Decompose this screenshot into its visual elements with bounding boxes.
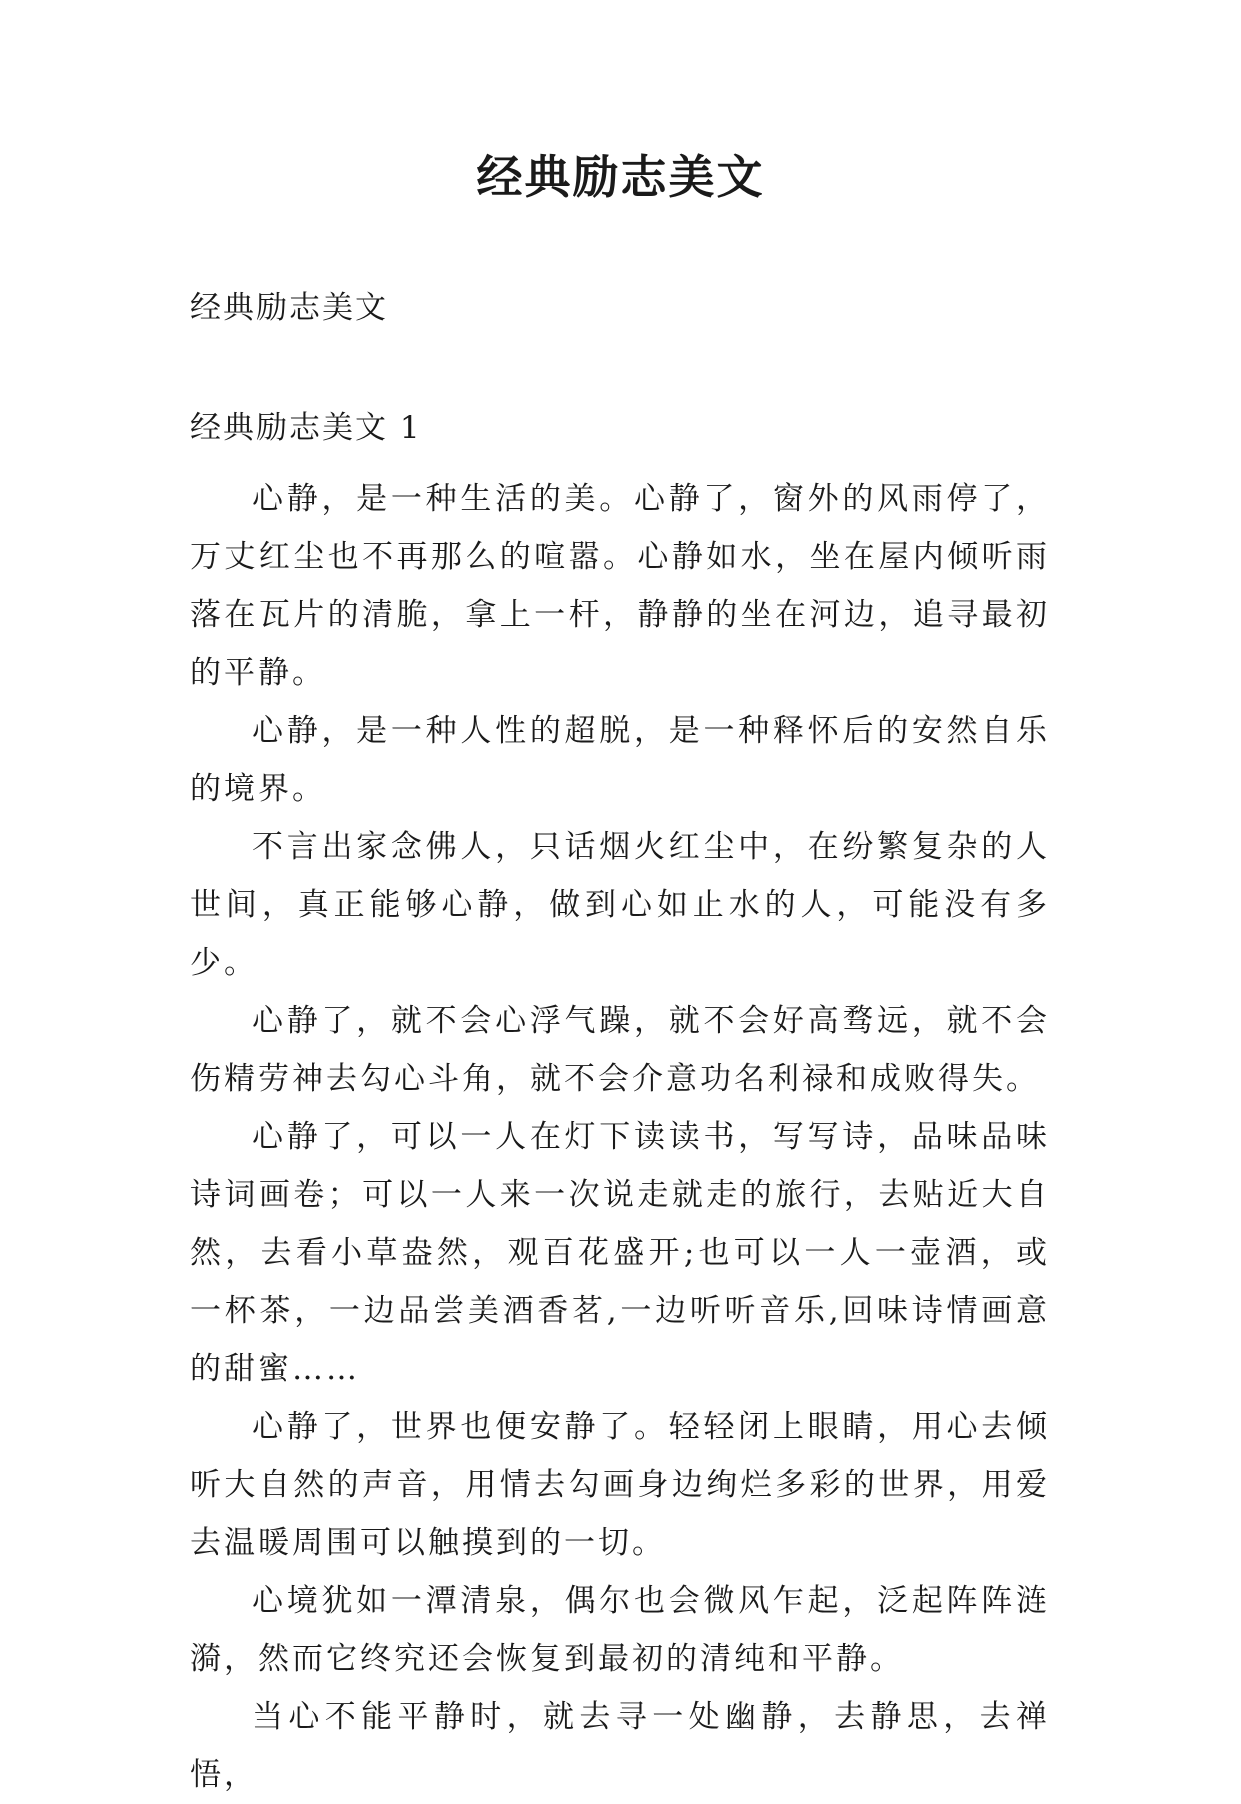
paragraph: 心静，是一种人性的超脱，是一种释怀后的安然自乐的境界。 (190, 713, 1050, 807)
paragraph: 不言出家念佛人，只话烟火红尘中，在纷繁复杂的人世间，真正能够心静，做到心如止水的人，可能没有多少。 (190, 829, 1050, 981)
section-heading: 经典励志美文 1 (190, 410, 422, 446)
paragraph: 心境犹如一潭清泉，偶尔也会微风乍起，泛起阵阵涟漪，然而它终究还会恢复到最初的清纯和平静。 (190, 1583, 1050, 1677)
body-text (190, 470, 1050, 1804)
document-title: 经典励志美文 (476, 150, 765, 204)
paragraph: 心静了，就不会心浮气躁，就不会好高骛远，就不会伤精劳神去勾心斗角，就不会介意功名利禄和成败得失。 (190, 1003, 1050, 1097)
paragraph: 心静了，可以一人在灯下读读书，写写诗，品味品味诗词画卷；可以一人来一次说走就走的旅行，去贴近大自然，去看小草盎然，观百花盛开;也可以一人一壶酒，或一杯茶，一边品尝美酒香茗,一边听听音乐,回味诗情画意的甜蜜…… (190, 1119, 1050, 1387)
paragraph: 当心不能平静时，就去寻一处幽静，去静思，去禅悟， (190, 1699, 1050, 1793)
document-subtitle: 经典励志美文 (190, 290, 388, 326)
paragraph: 心静了，世界也便安静了。轻轻闭上眼睛，用心去倾听大自然的声音，用情去勾画身边绚烂多彩的世界，用爱去温暖周围可以触摸到的一切。 (190, 1409, 1050, 1561)
paragraph: 心静，是一种生活的美。心静了，窗外的风雨停了，万丈红尘也不再那么的喧嚣。心静如水，坐在屋内倾听雨落在瓦片的清脆，拿上一杆，静静的坐在河边，追寻最初的平静。 (190, 481, 1050, 691)
